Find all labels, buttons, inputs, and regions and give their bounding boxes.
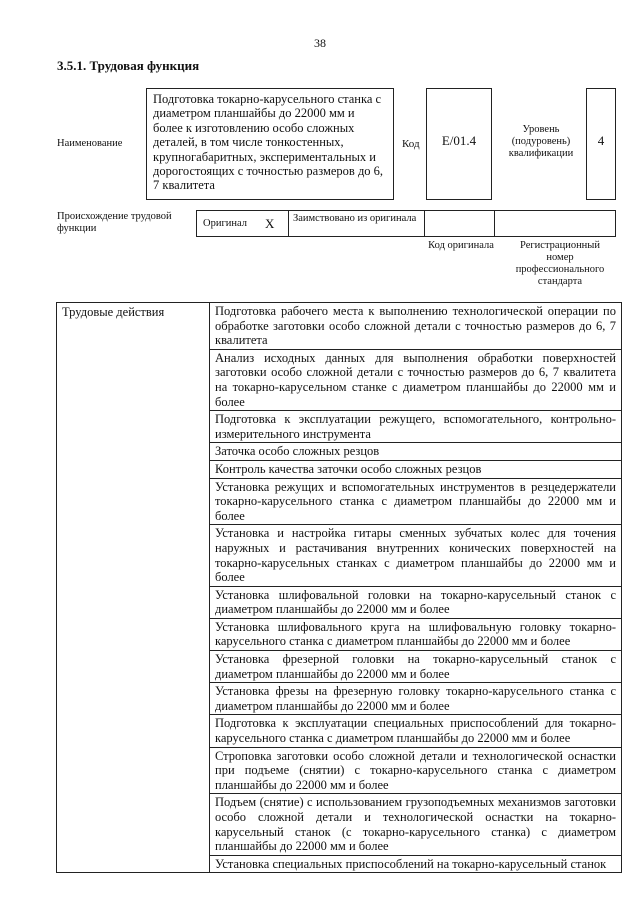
labor-action-item: Установка фрезерной головки на токарно-карусельный станок с диаметром планшайбы до 22000 мм и более xyxy=(210,651,622,683)
section-title: 3.5.1. Трудовая функция xyxy=(57,58,200,73)
name-label: Наименование xyxy=(57,138,123,149)
labor-actions-table xyxy=(56,302,622,873)
function-name-box: Подготовка токарно-карусельного станка с диаметром планшайбы до 22000 мм и более к изготовлению особо сложных деталей, в том числе тонкостенных, крупногабаритных, экспериментальных и дорогостоящих с точностью размеров до 6, 7 квалитета xyxy=(146,88,394,200)
code-label: Код xyxy=(402,138,420,150)
labor-action-item: Установка шлифовального круга на шлифовальную головку токарно-карусельного станка с диаметром планшайбы до 22000 мм и более xyxy=(210,618,622,650)
labor-action-item: Подготовка к эксплуатации режущего, вспомогательного, контрольно-измерительного инструмента xyxy=(210,411,622,443)
labor-action-item: Установка и настройка гитары сменных зубчатых колес для точения наружных и растачивания внутренних конических поверхностей на токарно-карусельных станках с диаметром планшайбы до 22000 мм и более xyxy=(210,525,622,586)
labor-action-item: Подъем (снятие) с использованием грузоподъемных механизмов заготовки особо сложной детали и технологической оснастки на токарно-карусельный станок (с токарно-карусельного станка) с диаметром планшайбы до 22000 мм и более xyxy=(210,794,622,855)
labor-actions-header: Трудовые действия xyxy=(57,303,210,873)
level-label: Уровень (подуровень) квалификации xyxy=(508,124,574,159)
original-cell xyxy=(197,211,289,236)
page-number: 38 xyxy=(314,36,326,50)
labor-action-item: Подготовка к эксплуатации специальных приспособлений для токарно-карусельного станка с диаметром планшайбы до 22000 мм и более xyxy=(210,715,622,747)
original-label: Оригинал xyxy=(203,218,247,229)
labor-action-item: Подготовка рабочего места к выполнению технологической операции по обработке заготовки особо сложной детали с точностью размеров до 6, 7 квалитета xyxy=(210,303,622,350)
labor-action-item: Установка фрезы на фрезерную головку токарно-карусельного станка с диаметром планшайбы до 22000 мм и более xyxy=(210,683,622,715)
registration-number-caption: Регистрационный номер профессионального стандарта xyxy=(515,240,605,287)
registration-number-cell xyxy=(495,211,615,236)
labor-action-item: Анализ исходных данных для выполнения обработки поверхностей заготовки особо сложной детали с точностью размеров до 6, 7 квалитета на токарно-карусельном станке с диаметром планшайбы до 22000 мм и более xyxy=(210,349,622,410)
original-mark: X xyxy=(265,215,275,231)
table-row xyxy=(57,303,622,350)
labor-action-item: Заточка особо сложных резцов xyxy=(210,443,622,461)
level-value-box: 4 xyxy=(586,88,616,200)
labor-action-item: Установка специальных приспособлений на токарно-карусельный станок xyxy=(210,855,622,873)
original-code-caption: Код оригинала xyxy=(428,240,494,251)
origin-label: Происхождение трудовой функции xyxy=(57,211,172,234)
labor-action-item: Контроль качества заточки особо сложных резцов xyxy=(210,460,622,478)
code-value-box: E/01.4 xyxy=(426,88,492,200)
original-code-cell xyxy=(425,211,495,236)
labor-action-item: Установка шлифовальной головки на токарно-карусельный станок с диаметром планшайбы до 22000 мм и более xyxy=(210,586,622,618)
labor-action-item: Строповка заготовки особо сложной детали и технологической оснастки при подъеме (снятии) с токарно-карусельного станка с диаметром планшайбы до 22000 мм и более xyxy=(210,747,622,794)
origin-row xyxy=(196,210,616,237)
labor-action-item: Установка режущих и вспомогательных инструментов в резцедержатели токарно-карусельного станка с диаметром планшайбы до 22000 мм и более xyxy=(210,478,622,525)
borrowed-cell: Заимствовано из оригинала xyxy=(289,211,425,236)
